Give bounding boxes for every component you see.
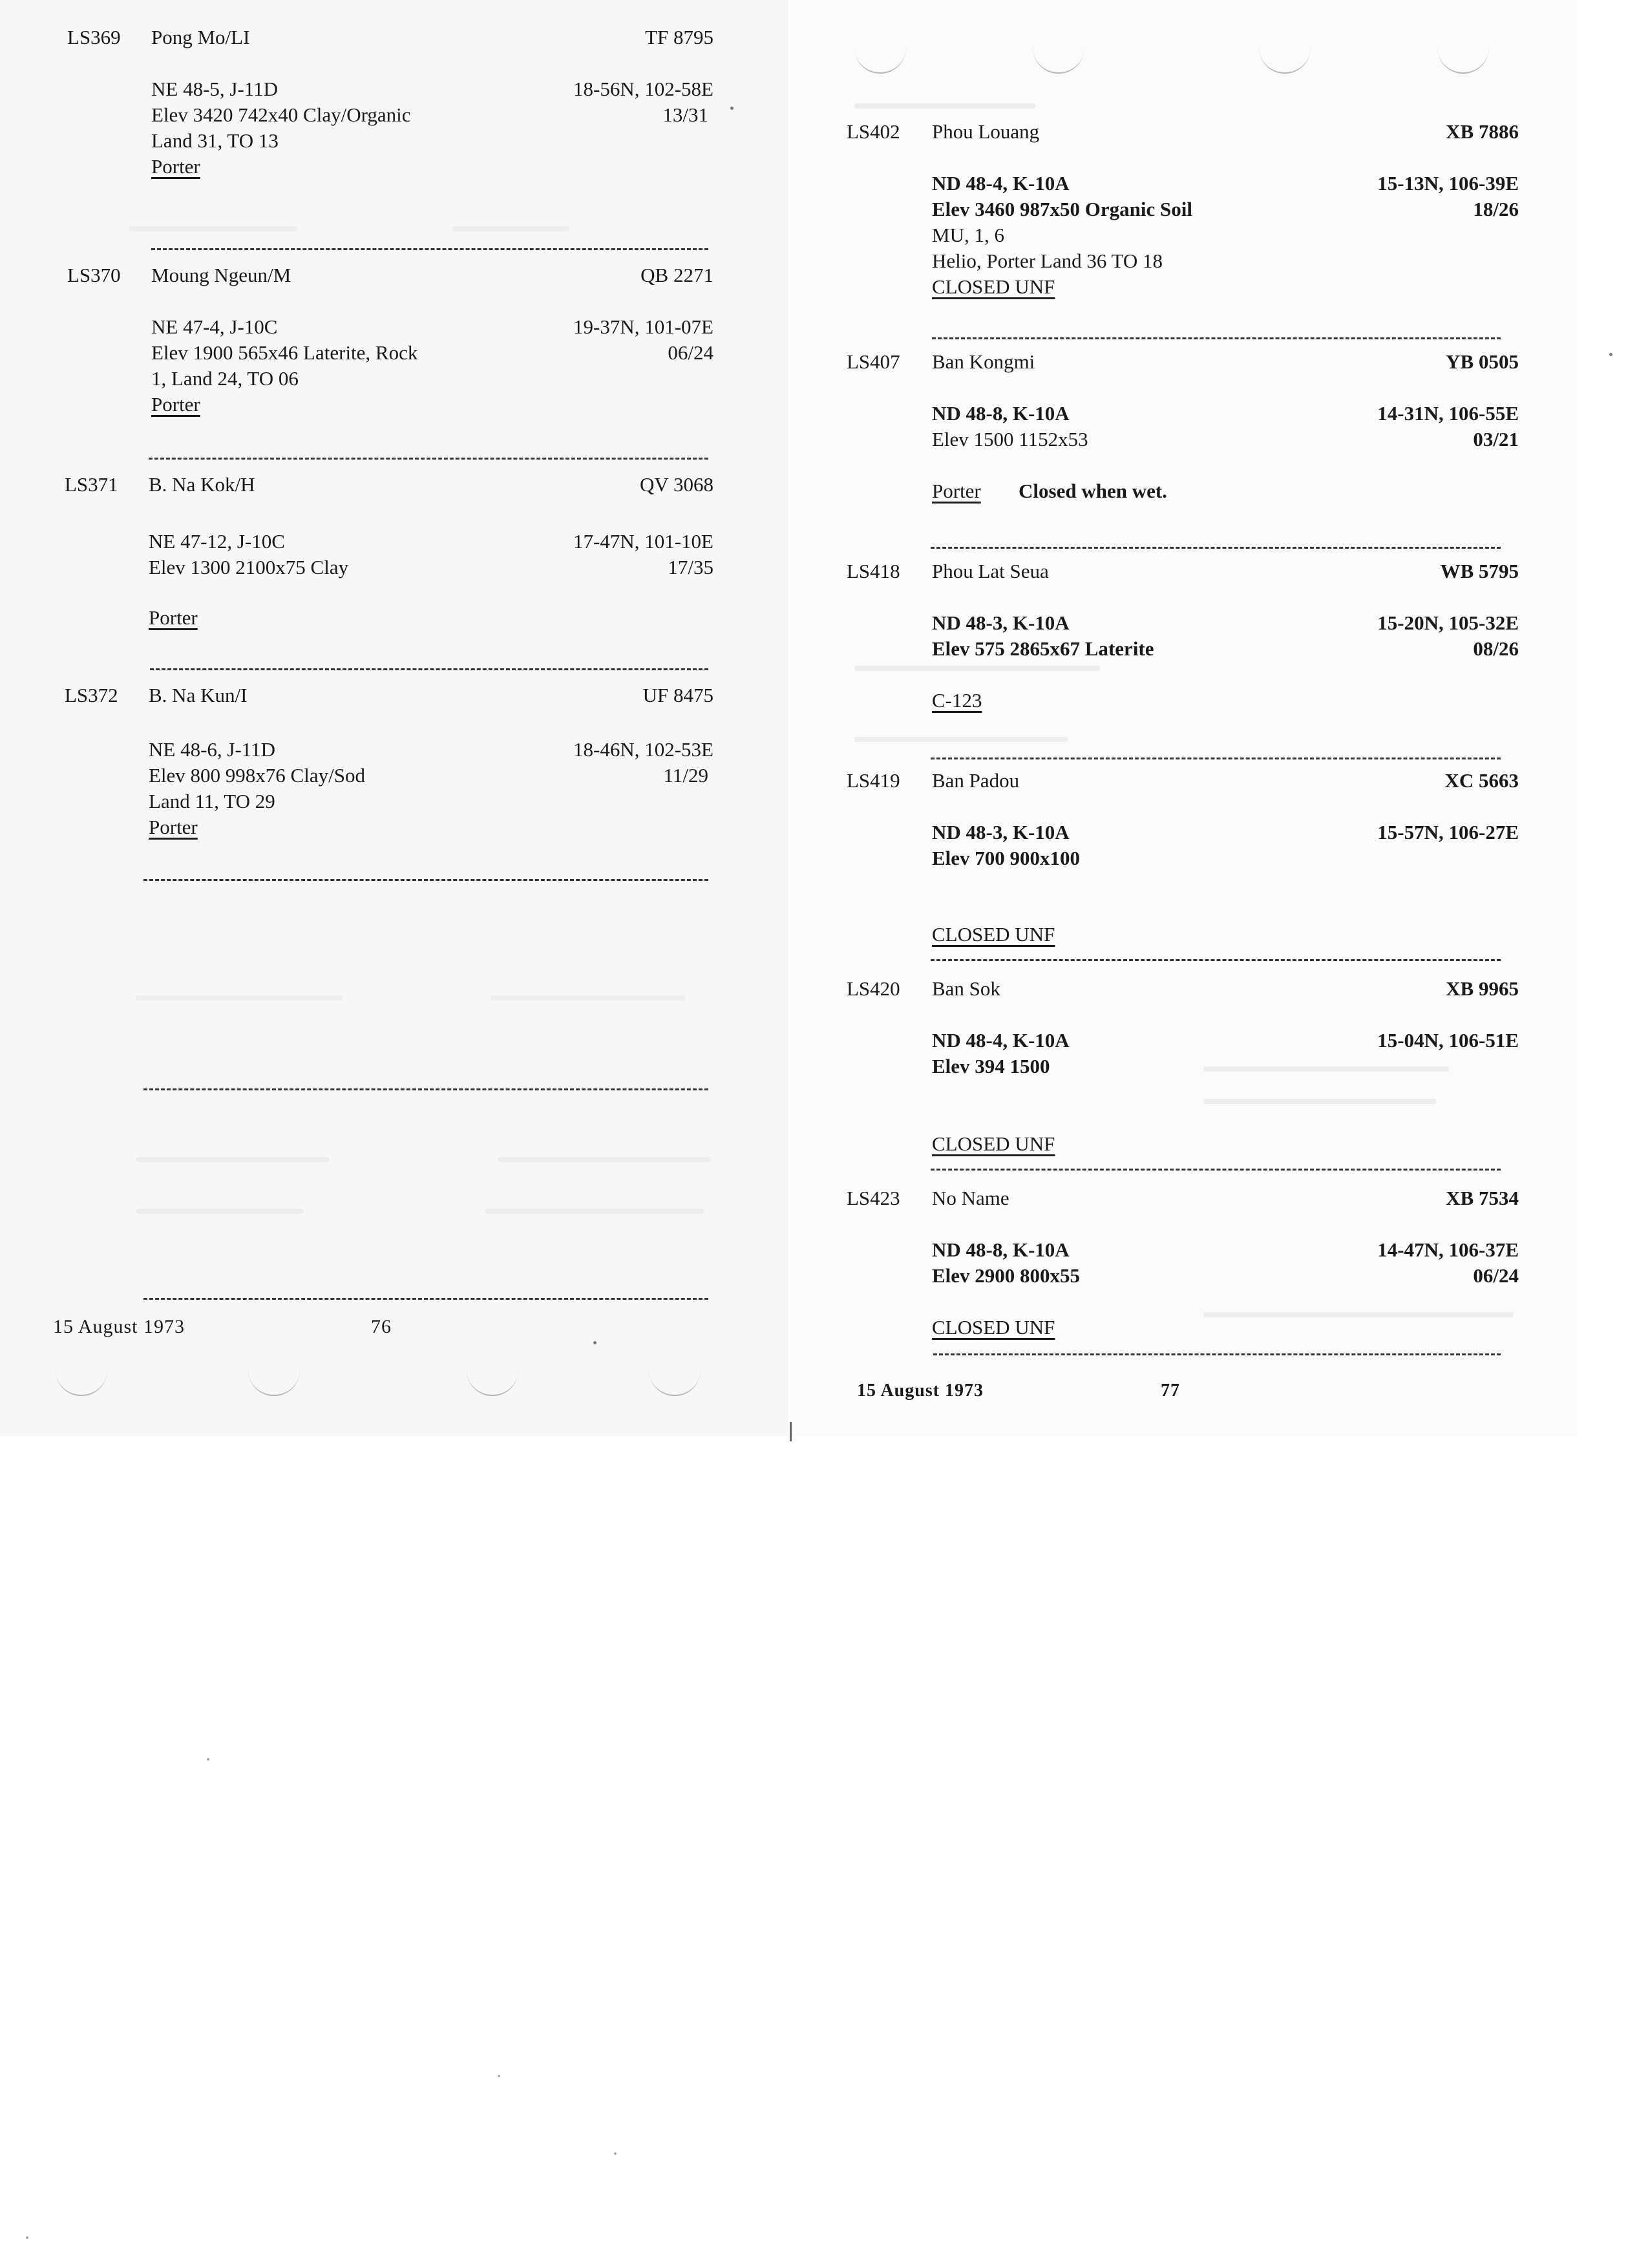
footer-date: 15 August 1973 [53,1316,185,1337]
site-name: Ban Sok [932,977,1000,1000]
bleed-through-mark [854,103,1035,109]
site-name: Ban Kongmi [932,350,1035,373]
grid-reference: XB 9965 [1446,977,1519,1000]
site-id: LS418 [847,560,900,582]
coordinates: 19-37N, 101-07E [573,315,713,338]
scan-speck [498,2075,500,2077]
grid-reference: YB 0505 [1446,350,1519,373]
entry-line: MU, 1, 6 [932,224,1004,246]
coordinates: 15-13N, 106-39E [1377,172,1519,195]
coordinates: 15-04N, 106-51E [1377,1029,1519,1052]
entry-line: Elev 3460 987x50 Organic Soil [932,198,1192,220]
coordinates: 18-56N, 102-58E [573,78,713,100]
site-name: Ban Padou [932,769,1020,792]
bleed-through-mark [854,737,1068,742]
binder-hole [56,1369,107,1396]
entry-line: Helio, Porter Land 36 TO 18 [932,249,1163,272]
site-id: LS369 [67,26,121,48]
entry-line: Elev 3420 742x40 Clay/Organic [151,103,411,126]
entry-divider [932,337,1501,339]
binder-hole [1033,47,1084,74]
entry-line: Elev 2900 800x55 [932,1264,1081,1287]
grid-reference: XC 5663 [1444,769,1519,792]
binder-hole [248,1369,300,1396]
grid-reference: WB 5795 [1440,560,1519,582]
right-page [790,0,1577,1436]
runway-heading: 17/35 [668,556,713,578]
binder-hole [467,1369,518,1396]
grid-reference: UF 8475 [642,684,713,706]
aircraft-note: Porter [932,480,981,502]
bleed-through-mark [1203,1066,1449,1072]
grid-reference: QB 2271 [640,264,713,286]
left-page [0,0,788,1436]
entry-divider [150,668,708,670]
bleed-through-mark [498,1157,711,1162]
entry-divider [143,879,708,881]
coordinates: 14-31N, 106-55E [1377,402,1519,425]
scan-speck [26,2236,28,2239]
site-name: B. Na Kun/I [149,684,248,706]
bleed-through-mark [452,226,569,231]
site-id: LS419 [847,769,900,792]
page-number: 77 [1161,1381,1180,1401]
grid-reference: TF 8795 [645,26,713,48]
entry-line: ND 48-8, K-10A [932,402,1070,425]
runway-heading: 06/24 [1473,1264,1519,1287]
bleed-through-mark [129,226,297,231]
binder-hole [1437,47,1489,74]
aircraft-note: Porter [149,606,198,629]
site-id: LS420 [847,977,900,1000]
runway-heading: 13/31 [662,103,708,126]
scan-speck [207,1758,209,1761]
runway-heading: 03/21 [1473,428,1519,450]
site-name: B. Na Kok/H [149,473,255,496]
grid-reference: QV 3068 [640,473,713,496]
entry-line: Elev 800 998x76 Clay/Sod [149,764,365,787]
condition-note: Closed when wet. [1019,480,1167,502]
entry-line: Elev 1500 1152x53 [932,428,1088,450]
entry-line: Land 11, TO 29 [149,790,275,812]
entry-line: NE 47-4, J-10C [151,315,278,338]
site-name: Phou Louang [932,120,1040,143]
bleed-through-mark [136,1209,304,1214]
entry-line: Elev 1900 565x46 Laterite, Rock [151,341,418,364]
status-note: CLOSED UNF [932,275,1055,298]
site-name: Phou Lat Seua [932,560,1049,582]
coordinates: 17-47N, 101-10E [573,530,713,553]
scan-speck [614,2152,617,2155]
entry-line: NE 48-6, J-11D [149,738,276,761]
aircraft-note: C-123 [932,689,982,712]
binder-hole [854,47,906,74]
entry-line: ND 48-3, K-10A [932,821,1070,843]
bleed-through-mark [1203,1099,1436,1104]
coordinates: 18-46N, 102-53E [573,738,713,761]
grid-reference: XB 7886 [1446,120,1519,143]
entry-line: Land 31, TO 13 [151,129,279,152]
binder-hole [1259,47,1311,74]
entry-line: Elev 700 900x100 [932,847,1081,869]
site-name: Moung Ngeun/M [151,264,291,286]
status-note: CLOSED UNF [932,923,1055,946]
runway-heading: 06/24 [668,341,713,364]
entry-line: ND 48-4, K-10A [932,1029,1070,1052]
scan-speck [593,1341,597,1344]
site-id: LS372 [65,684,118,706]
bleed-through-mark [491,995,685,1001]
entry-line: ND 48-4, K-10A [932,172,1070,195]
entry-line: Elev 394 1500 [932,1055,1050,1077]
scan-speck [730,107,734,110]
entry-divider [143,1088,708,1090]
entry-line: 1, Land 24, TO 06 [151,367,299,390]
entry-divider [931,959,1501,961]
aircraft-note: Porter [149,816,198,838]
site-name: Pong Mo/LI [151,26,250,48]
footer-date: 15 August 1973 [857,1381,984,1401]
entry-divider [933,1353,1501,1355]
entry-line: ND 48-3, K-10A [932,611,1070,634]
entry-line: Elev 575 2865x67 Laterite [932,637,1154,660]
entry-divider [151,248,708,250]
aircraft-note: Porter [151,393,200,416]
site-id: LS407 [847,350,900,373]
site-id: LS370 [67,264,121,286]
scan-speck [1609,353,1612,356]
aircraft-note: Porter [151,155,200,178]
bleed-through-mark [1203,1312,1514,1317]
entry-divider [931,547,1501,549]
runway-heading: 18/26 [1473,198,1519,220]
entry-divider [149,458,708,460]
status-note: CLOSED UNF [932,1316,1055,1339]
runway-heading: 08/26 [1473,637,1519,660]
binder-hole [649,1369,701,1396]
scan-artifact [790,1422,792,1441]
bleed-through-mark [854,666,1100,671]
coordinates: 14-47N, 106-37E [1377,1238,1519,1261]
page-number: 76 [371,1316,392,1337]
entry-line: NE 48-5, J-11D [151,78,279,100]
site-name: No Name [932,1187,1009,1209]
bleed-through-mark [485,1209,704,1214]
entry-divider [143,1298,708,1300]
site-id: LS371 [65,473,118,496]
entry-line: ND 48-8, K-10A [932,1238,1070,1261]
bleed-through-mark [136,995,343,1001]
runway-heading: 11/29 [663,764,708,787]
coordinates: 15-20N, 105-32E [1377,611,1519,634]
entry-line: NE 47-12, J-10C [149,530,285,553]
bleed-through-mark [136,1157,330,1162]
site-id: LS402 [847,120,900,143]
status-note: CLOSED UNF [932,1132,1055,1155]
entry-divider [931,1169,1501,1171]
coordinates: 15-57N, 106-27E [1377,821,1519,843]
site-id: LS423 [847,1187,900,1209]
grid-reference: XB 7534 [1446,1187,1519,1209]
entry-divider [931,758,1501,759]
entry-line: Elev 1300 2100x75 Clay [149,556,349,578]
